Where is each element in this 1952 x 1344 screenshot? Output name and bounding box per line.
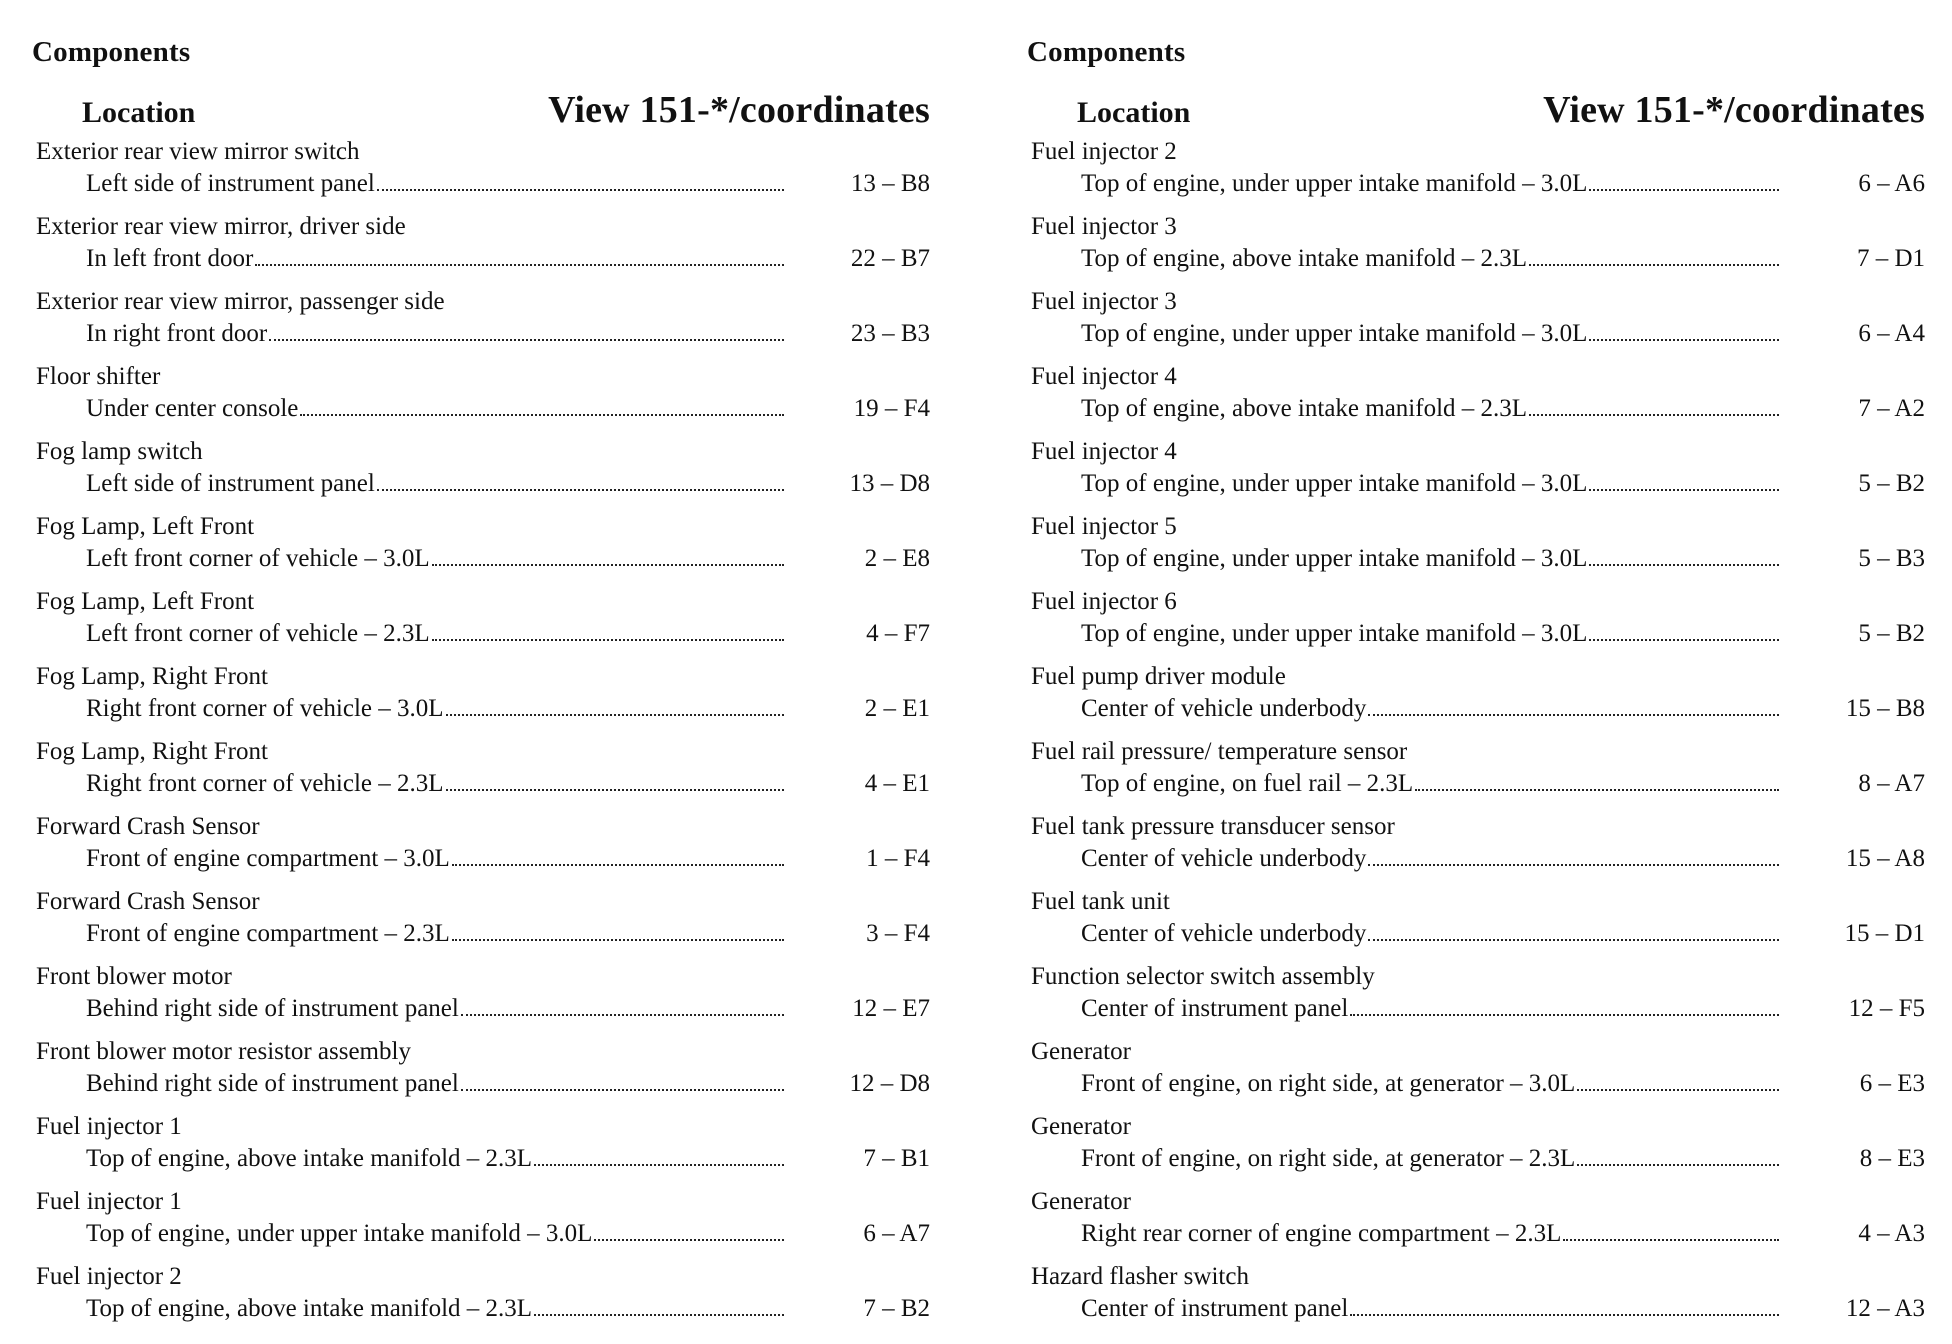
component-location: In right front door <box>86 320 268 347</box>
component-location: Behind right side of instrument panel <box>86 1070 459 1097</box>
dot-leader <box>1577 1088 1779 1091</box>
location-line <box>1081 1070 1781 1098</box>
view-coordinate: 6 – E3 <box>1859 1070 1925 1097</box>
location-line <box>1081 170 1781 198</box>
dot-leader <box>452 863 784 866</box>
view-coordinate: 13 – D8 <box>849 470 930 497</box>
location-line <box>1081 545 1781 573</box>
dot-leader <box>432 563 784 566</box>
component-name: Fuel injector 1 <box>36 1113 182 1140</box>
view-coordinate: 4 – F7 <box>866 620 930 647</box>
view-coordinate: 2 – E8 <box>864 545 930 572</box>
component-entry <box>1025 288 1925 363</box>
component-name: Fuel pump driver module <box>1031 663 1286 690</box>
component-entry <box>30 813 930 888</box>
component-name: Fuel injector 1 <box>36 1188 182 1215</box>
component-entry <box>30 888 930 963</box>
dot-leader <box>1589 638 1779 641</box>
location-line <box>86 995 786 1023</box>
view-coordinate: 15 – D1 <box>1844 920 1925 947</box>
view-coordinate: 12 – A3 <box>1845 1295 1925 1322</box>
component-location: Top of engine, above intake manifold – 2.3L <box>86 1295 533 1322</box>
dot-leader <box>1350 1313 1779 1316</box>
dot-leader <box>1415 788 1779 791</box>
location-line <box>86 1145 786 1173</box>
location-line <box>86 170 786 198</box>
location-line <box>86 620 786 648</box>
view-coordinate: 6 – A6 <box>1858 170 1925 197</box>
dot-leader <box>1589 563 1779 566</box>
component-location: Front of engine, on right side, at generator – 3.0L <box>1081 1070 1576 1097</box>
view-coordinate: 6 – A7 <box>863 1220 930 1247</box>
component-location: Top of engine, under upper intake manifold – 3.0L <box>86 1220 593 1247</box>
column-header <box>1025 88 1925 138</box>
component-location: Front of engine, on right side, at generator – 2.3L <box>1081 1145 1576 1172</box>
location-header: Location <box>82 96 196 129</box>
component-location: Top of engine, under upper intake manifold – 3.0L <box>1081 320 1588 347</box>
view-coordinate: 7 – B2 <box>863 1295 930 1322</box>
dot-leader <box>255 263 784 266</box>
view-coordinate: 22 – B7 <box>850 245 930 272</box>
component-entry <box>1025 813 1925 888</box>
dot-leader <box>1589 488 1779 491</box>
location-line <box>1081 1145 1781 1173</box>
view-coordinate: 19 – F4 <box>853 395 930 422</box>
component-location: Left side of instrument panel <box>86 170 375 197</box>
component-name: Hazard flasher switch <box>1031 1263 1249 1290</box>
component-name: Forward Crash Sensor <box>36 888 260 915</box>
component-location: Center of vehicle underbody <box>1081 920 1367 947</box>
component-location: Behind right side of instrument panel <box>86 995 459 1022</box>
dot-leader <box>461 1088 784 1091</box>
view-coordinate: 3 – F4 <box>866 920 930 947</box>
dot-leader <box>1589 338 1779 341</box>
components-heading: Components <box>1027 36 1186 68</box>
view-coordinate: 23 – B3 <box>850 320 930 347</box>
component-entry <box>1025 963 1925 1038</box>
view-coordinate: 15 – B8 <box>1845 695 1925 722</box>
component-entry <box>30 738 930 813</box>
dot-leader <box>534 1313 784 1316</box>
dot-leader <box>300 413 784 416</box>
component-name: Fuel injector 2 <box>1031 138 1177 165</box>
dot-leader <box>377 188 784 191</box>
view-coordinate: 4 – A3 <box>1858 1220 1925 1247</box>
component-location: Top of engine, above intake manifold – 2.3L <box>86 1145 533 1172</box>
dot-leader <box>1368 938 1779 941</box>
view-coordinate: 7 – A2 <box>1858 395 1925 422</box>
view-coordinates-header: View 151-*/coordinates <box>1543 89 1925 131</box>
component-name: Fuel tank unit <box>1031 888 1170 915</box>
location-line <box>86 695 786 723</box>
component-name: Fuel injector 5 <box>1031 513 1177 540</box>
component-name: Fog Lamp, Left Front <box>36 588 255 615</box>
location-line <box>86 1220 786 1248</box>
component-location: Center of vehicle underbody <box>1081 845 1367 872</box>
view-coordinate: 4 – E1 <box>864 770 930 797</box>
view-coordinate: 8 – E3 <box>1859 1145 1925 1172</box>
component-location: Center of instrument panel <box>1081 1295 1349 1322</box>
component-entry <box>1025 663 1925 738</box>
component-entry <box>30 288 930 363</box>
dot-leader <box>446 713 784 716</box>
component-name: Fuel injector 6 <box>1031 588 1177 615</box>
location-line <box>1081 845 1781 873</box>
component-location: Front of engine compartment – 3.0L <box>86 845 450 872</box>
component-entry <box>30 213 930 288</box>
view-coordinate: 13 – B8 <box>850 170 930 197</box>
component-entry <box>30 1263 930 1338</box>
component-location: Center of vehicle underbody <box>1081 695 1367 722</box>
location-line <box>1081 620 1781 648</box>
location-header: Location <box>1077 96 1191 129</box>
component-name: Fuel injector 4 <box>1031 438 1177 465</box>
view-coordinates-header: View 151-*/coordinates <box>548 89 930 131</box>
component-name: Fog Lamp, Right Front <box>36 738 268 765</box>
dot-leader <box>446 788 784 791</box>
dot-leader <box>452 938 784 941</box>
component-name: Exterior rear view mirror, passenger side <box>36 288 445 315</box>
component-name: Fuel tank pressure transducer sensor <box>1031 813 1395 840</box>
view-coordinate: 8 – A7 <box>1858 770 1925 797</box>
component-entry <box>1025 438 1925 513</box>
component-name: Front blower motor <box>36 963 232 990</box>
component-entry <box>30 1113 930 1188</box>
component-entry <box>1025 738 1925 813</box>
location-line <box>1081 995 1781 1023</box>
view-coordinate: 12 – D8 <box>849 1070 930 1097</box>
component-name: Fuel injector 4 <box>1031 363 1177 390</box>
dot-leader <box>269 338 784 341</box>
location-line <box>1081 320 1781 348</box>
component-name: Forward Crash Sensor <box>36 813 260 840</box>
component-name: Fog Lamp, Left Front <box>36 513 255 540</box>
component-location: Left front corner of vehicle – 3.0L <box>86 545 430 572</box>
component-list <box>1025 138 1925 1338</box>
component-location: Front of engine compartment – 2.3L <box>86 920 450 947</box>
component-name: Generator <box>1031 1188 1131 1215</box>
location-line <box>1081 1295 1781 1323</box>
dot-leader <box>1529 263 1779 266</box>
view-coordinate: 5 – B3 <box>1858 545 1925 572</box>
component-location: Top of engine, under upper intake manifold – 3.0L <box>1081 170 1588 197</box>
component-location: In left front door <box>86 245 254 272</box>
location-line <box>86 545 786 573</box>
dot-leader <box>1368 713 1779 716</box>
dot-leader <box>1368 863 1779 866</box>
component-name: Front blower motor resistor assembly <box>36 1038 411 1065</box>
location-line <box>1081 920 1781 948</box>
view-coordinate: 5 – B2 <box>1858 470 1925 497</box>
dot-leader <box>1589 188 1779 191</box>
component-location: Right front corner of vehicle – 3.0L <box>86 695 444 722</box>
component-location: Top of engine, above intake manifold – 2.3L <box>1081 245 1528 272</box>
view-coordinate: 1 – F4 <box>866 845 930 872</box>
component-entry <box>1025 888 1925 963</box>
component-name: Generator <box>1031 1113 1131 1140</box>
location-line <box>86 245 786 273</box>
component-entry <box>30 1188 930 1263</box>
dot-leader <box>1577 1163 1779 1166</box>
component-name: Floor shifter <box>36 363 161 390</box>
component-entry <box>1025 1188 1925 1263</box>
component-location: Right front corner of vehicle – 2.3L <box>86 770 444 797</box>
component-name: Fuel injector 3 <box>1031 213 1177 240</box>
location-line <box>86 395 786 423</box>
component-entry <box>30 363 930 438</box>
component-entry <box>30 438 930 513</box>
location-line <box>86 1070 786 1098</box>
component-location: Left front corner of vehicle – 2.3L <box>86 620 430 647</box>
component-entry <box>1025 138 1925 213</box>
location-line <box>1081 695 1781 723</box>
dot-leader <box>377 488 784 491</box>
component-location: Center of instrument panel <box>1081 995 1349 1022</box>
location-line <box>86 320 786 348</box>
component-name: Fog Lamp, Right Front <box>36 663 268 690</box>
dot-leader <box>461 1013 784 1016</box>
component-location: Under center console <box>86 395 299 422</box>
view-coordinate: 7 – B1 <box>863 1145 930 1172</box>
component-entry <box>1025 513 1925 588</box>
dot-leader <box>432 638 784 641</box>
view-coordinate: 2 – E1 <box>864 695 930 722</box>
component-location: Top of engine, under upper intake manifold – 3.0L <box>1081 545 1588 572</box>
dot-leader <box>1529 413 1779 416</box>
component-location: Top of engine, above intake manifold – 2.3L <box>1081 395 1528 422</box>
location-line <box>1081 770 1781 798</box>
view-coordinate: 15 – A8 <box>1845 845 1925 872</box>
dot-leader <box>594 1238 784 1241</box>
location-line <box>86 845 786 873</box>
component-name: Exterior rear view mirror, driver side <box>36 213 406 240</box>
component-location: Right rear corner of engine compartment – 2.3L <box>1081 1220 1562 1247</box>
location-line <box>1081 1220 1781 1248</box>
components-heading: Components <box>32 36 191 68</box>
component-name: Fuel injector 3 <box>1031 288 1177 315</box>
component-entry <box>1025 1263 1925 1338</box>
location-line <box>86 920 786 948</box>
column-header <box>30 88 930 138</box>
view-coordinate: 12 – E7 <box>852 995 930 1022</box>
location-line <box>1081 470 1781 498</box>
component-location: Left side of instrument panel <box>86 470 375 497</box>
location-line <box>86 770 786 798</box>
component-entry <box>1025 213 1925 288</box>
view-coordinate: 7 – D1 <box>1856 245 1925 272</box>
component-entry <box>1025 1113 1925 1188</box>
dot-leader <box>534 1163 784 1166</box>
location-line <box>86 1295 786 1323</box>
component-location: Top of engine, on fuel rail – 2.3L <box>1081 770 1414 797</box>
dot-leader <box>1563 1238 1779 1241</box>
location-line <box>1081 245 1781 273</box>
location-line <box>86 470 786 498</box>
component-name: Fuel injector 2 <box>36 1263 182 1290</box>
component-location: Top of engine, under upper intake manifold – 3.0L <box>1081 620 1588 647</box>
view-coordinate: 5 – B2 <box>1858 620 1925 647</box>
component-list <box>30 138 930 1338</box>
view-coordinate: 12 – F5 <box>1848 995 1925 1022</box>
component-name: Exterior rear view mirror switch <box>36 138 360 165</box>
component-location: Top of engine, under upper intake manifold – 3.0L <box>1081 470 1588 497</box>
component-entry <box>1025 588 1925 663</box>
component-entry <box>30 588 930 663</box>
component-name: Function selector switch assembly <box>1031 963 1375 990</box>
location-line <box>1081 395 1781 423</box>
component-entry <box>30 963 930 1038</box>
component-name: Generator <box>1031 1038 1131 1065</box>
component-entry <box>30 1038 930 1113</box>
component-name: Fog lamp switch <box>36 438 203 465</box>
component-entry <box>30 663 930 738</box>
dot-leader <box>1350 1013 1779 1016</box>
view-coordinate: 6 – A4 <box>1858 320 1925 347</box>
component-entry <box>1025 363 1925 438</box>
component-name: Fuel rail pressure/ temperature sensor <box>1031 738 1408 765</box>
component-entry <box>30 513 930 588</box>
component-entry <box>30 138 930 213</box>
component-entry <box>1025 1038 1925 1113</box>
